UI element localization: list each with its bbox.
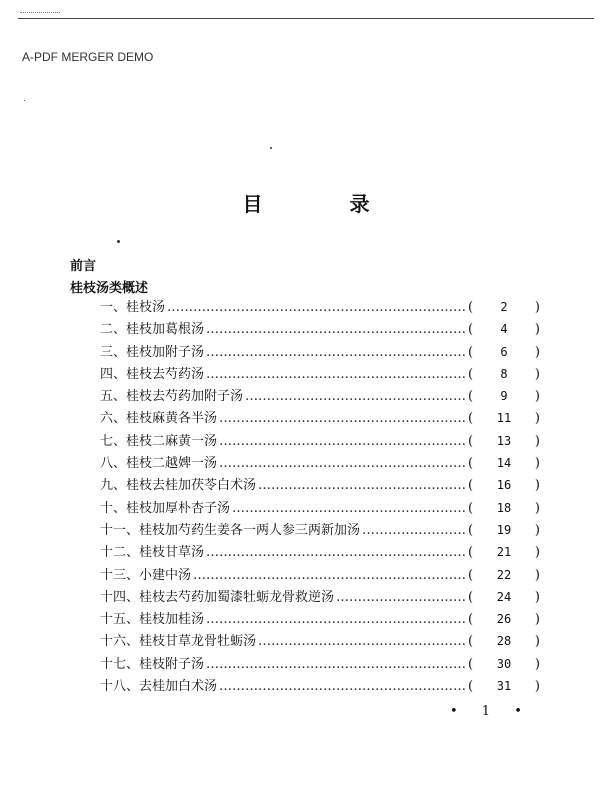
open-paren: ( bbox=[468, 478, 474, 494]
toc-entry-label: 五、桂枝去芍药加附子汤 bbox=[100, 389, 244, 405]
toc-entry[interactable] bbox=[100, 630, 540, 652]
toc-entry-label: 一、桂枝汤 bbox=[100, 300, 166, 315]
toc-page-ref bbox=[468, 478, 540, 493]
open-paren: ( bbox=[468, 612, 474, 628]
leader-dots bbox=[206, 545, 466, 560]
toc-page-number: 30 bbox=[496, 656, 512, 671]
toc-entry[interactable] bbox=[100, 474, 540, 496]
toc-page-ref bbox=[468, 568, 540, 583]
toc-page-ref bbox=[468, 411, 540, 426]
open-paren: ( bbox=[468, 522, 474, 538]
leader-dots bbox=[219, 434, 466, 449]
toc-page-ref bbox=[468, 634, 540, 649]
toc-page-number: 19 bbox=[496, 522, 512, 537]
toc-page-number: 18 bbox=[496, 500, 512, 515]
toc-entry-label: 二、桂枝加葛根汤 bbox=[100, 322, 205, 338]
toc-entry[interactable] bbox=[100, 519, 540, 541]
toc-entry-label: 十五、桂枝加桂汤 bbox=[100, 612, 205, 628]
open-paren: ( bbox=[468, 366, 474, 382]
leader-dots bbox=[336, 590, 466, 605]
toc-entry[interactable] bbox=[100, 564, 540, 586]
open-paren: ( bbox=[468, 545, 474, 561]
toc-entry[interactable] bbox=[100, 363, 540, 385]
open-paren: ( bbox=[468, 300, 474, 315]
leader-dots bbox=[193, 568, 466, 583]
open-paren: ( bbox=[468, 500, 474, 516]
close-paren: ) bbox=[534, 612, 540, 628]
toc-entry[interactable] bbox=[100, 586, 540, 608]
toc-entry[interactable] bbox=[100, 407, 540, 429]
toc-page-number: 14 bbox=[496, 456, 512, 471]
close-paren: ) bbox=[534, 456, 540, 472]
leader-dots bbox=[167, 300, 466, 315]
toc-entry-label: 十一、桂枝加芍药生姜各一两人参三两新加汤 bbox=[100, 522, 361, 538]
leader-dots bbox=[206, 345, 466, 360]
close-paren: ) bbox=[534, 322, 540, 338]
toc-page-number: 11 bbox=[496, 411, 512, 426]
toc-entry-label: 十二、桂枝甘草汤 bbox=[100, 545, 205, 561]
page-title: 目 录 bbox=[242, 192, 410, 216]
leader-dots bbox=[245, 389, 466, 404]
toc-page-number: 13 bbox=[496, 433, 512, 448]
toc-entry-label: 八、桂枝二越婢一汤 bbox=[100, 456, 218, 472]
toc-page-ref bbox=[468, 367, 540, 382]
toc-entry-label: 十八、去桂加白术汤 bbox=[100, 679, 218, 695]
scan-speck bbox=[270, 147, 272, 149]
page-number: • 1 • bbox=[450, 704, 532, 719]
toc-entry[interactable] bbox=[100, 497, 540, 519]
header-mark bbox=[20, 12, 60, 16]
toc-entry-label: 九、桂枝去桂加茯苓白术汤 bbox=[100, 478, 257, 494]
leader-dots bbox=[362, 523, 466, 538]
close-paren: ) bbox=[534, 589, 540, 605]
toc-page-number: 28 bbox=[496, 634, 512, 649]
toc-page-number: 6 bbox=[500, 344, 508, 359]
open-paren: ( bbox=[468, 433, 474, 449]
toc-page-ref bbox=[468, 434, 540, 449]
close-paren: ) bbox=[534, 656, 540, 672]
toc-page-ref bbox=[468, 501, 540, 516]
toc-page-number: 24 bbox=[496, 589, 512, 604]
toc-entry[interactable] bbox=[100, 430, 540, 452]
scan-speck bbox=[24, 100, 25, 101]
toc-page-number: 31 bbox=[496, 679, 512, 694]
toc-entry[interactable] bbox=[100, 452, 540, 474]
toc-entry-label: 十四、桂枝去芍药加蜀漆牡蛎龙骨救逆汤 bbox=[100, 589, 335, 605]
toc-entry[interactable] bbox=[100, 318, 540, 340]
toc-entry[interactable] bbox=[100, 675, 540, 697]
close-paren: ) bbox=[534, 522, 540, 538]
toc-page-ref bbox=[468, 345, 540, 360]
preface-heading: 前言 bbox=[70, 259, 97, 274]
toc-page-number: 22 bbox=[496, 567, 512, 582]
scan-speck bbox=[117, 240, 120, 243]
close-paren: ) bbox=[534, 679, 540, 695]
toc-page-number: 9 bbox=[500, 389, 508, 404]
section-heading: 桂枝汤类概述 bbox=[70, 281, 149, 296]
open-paren: ( bbox=[468, 679, 474, 695]
close-paren: ) bbox=[534, 545, 540, 561]
open-paren: ( bbox=[468, 589, 474, 605]
watermark-text: A-PDF MERGER DEMO bbox=[22, 50, 154, 64]
leader-dots bbox=[258, 478, 466, 493]
toc-entry[interactable] bbox=[100, 653, 540, 675]
open-paren: ( bbox=[468, 567, 474, 583]
toc-entry-label: 四、桂枝去芍药汤 bbox=[100, 366, 205, 382]
toc-page-ref bbox=[468, 612, 540, 627]
toc-entry[interactable] bbox=[100, 608, 540, 630]
toc-entry-label: 七、桂枝二麻黄一汤 bbox=[100, 433, 218, 449]
toc-page-ref bbox=[468, 456, 540, 471]
open-paren: ( bbox=[468, 389, 474, 405]
toc-page-ref bbox=[468, 523, 540, 538]
close-paren: ) bbox=[534, 411, 540, 427]
leader-dots bbox=[219, 456, 466, 471]
toc-entry-label: 三、桂枝加附子汤 bbox=[100, 344, 205, 360]
close-paren: ) bbox=[534, 389, 540, 405]
toc-page-number: 26 bbox=[496, 612, 512, 627]
toc-entry[interactable] bbox=[100, 541, 540, 563]
toc-page-number: 2 bbox=[500, 300, 508, 314]
toc-entry[interactable] bbox=[100, 341, 540, 363]
table-of-contents bbox=[100, 296, 540, 697]
toc-page-ref bbox=[468, 590, 540, 605]
toc-page-ref bbox=[468, 545, 540, 560]
open-paren: ( bbox=[468, 456, 474, 472]
open-paren: ( bbox=[468, 634, 474, 650]
leader-dots bbox=[206, 657, 466, 672]
toc-entry[interactable] bbox=[100, 296, 540, 318]
toc-entry-label: 六、桂枝麻黄各半汤 bbox=[100, 411, 218, 427]
leader-dots bbox=[232, 501, 466, 516]
toc-entry-label: 十三、小建中汤 bbox=[100, 567, 192, 583]
toc-entry[interactable] bbox=[100, 385, 540, 407]
header-rule bbox=[18, 18, 594, 19]
leader-dots bbox=[258, 634, 466, 649]
close-paren: ) bbox=[534, 567, 540, 583]
toc-page-ref bbox=[468, 657, 540, 672]
toc-page-ref bbox=[468, 679, 540, 694]
close-paren: ) bbox=[534, 634, 540, 650]
leader-dots bbox=[206, 322, 466, 337]
close-paren: ) bbox=[534, 366, 540, 382]
toc-page-number: 4 bbox=[500, 322, 508, 337]
toc-page-ref bbox=[468, 389, 540, 404]
toc-page-number: 8 bbox=[500, 366, 508, 381]
open-paren: ( bbox=[468, 656, 474, 672]
close-paren: ) bbox=[534, 500, 540, 516]
leader-dots bbox=[219, 679, 466, 694]
open-paren: ( bbox=[468, 411, 474, 427]
toc-page-number: 21 bbox=[496, 545, 512, 560]
toc-entry-label: 十七、桂枝附子汤 bbox=[100, 656, 205, 672]
close-paren: ) bbox=[534, 344, 540, 360]
close-paren: ) bbox=[534, 300, 540, 315]
close-paren: ) bbox=[534, 433, 540, 449]
leader-dots bbox=[219, 411, 466, 426]
toc-page-ref bbox=[468, 322, 540, 337]
toc-entry-label: 十、桂枝加厚朴杏子汤 bbox=[100, 500, 231, 516]
toc-entry-label: 十六、桂枝甘草龙骨牡蛎汤 bbox=[100, 634, 257, 650]
leader-dots bbox=[206, 367, 466, 382]
open-paren: ( bbox=[468, 322, 474, 338]
close-paren: ) bbox=[534, 478, 540, 494]
toc-page-number: 16 bbox=[496, 478, 512, 493]
toc-page-ref bbox=[468, 300, 540, 315]
open-paren: ( bbox=[468, 344, 474, 360]
leader-dots bbox=[206, 612, 466, 627]
